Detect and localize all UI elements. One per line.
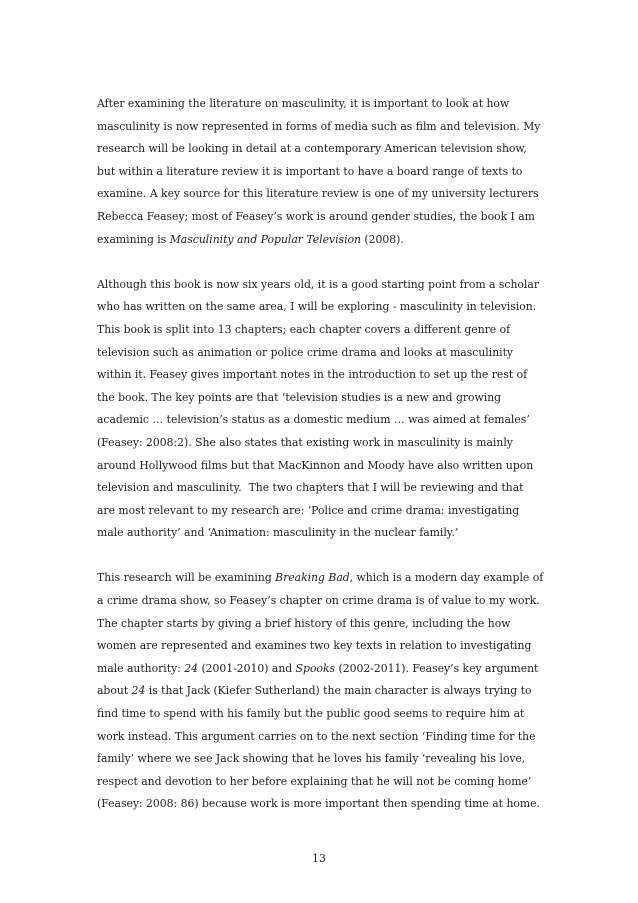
text-segment: women are represented and examines two key texts in relation to investigating bbox=[97, 639, 532, 653]
text-segment: around Hollywood films but that MacKinnon and Moody have also written upon bbox=[97, 458, 534, 472]
text-segment: within it. Feasey gives important notes in the introduction to set up the rest of bbox=[97, 368, 528, 382]
text-line bbox=[97, 432, 543, 455]
body-text bbox=[97, 93, 543, 839]
text-segment: research will be looking in detail at a contemporary American television show, bbox=[97, 142, 527, 156]
page-number: 13 bbox=[312, 852, 326, 865]
text-line bbox=[97, 613, 543, 636]
text-line bbox=[97, 93, 543, 116]
text-segment: who has written on the same area, I will be exploring - masculinity in television. bbox=[97, 300, 537, 314]
text-segment: find time to spend with his family but the public good seems to require him at bbox=[97, 707, 525, 721]
text-line bbox=[97, 138, 543, 161]
paragraph bbox=[97, 93, 543, 251]
text-line bbox=[97, 500, 543, 523]
text-line bbox=[97, 658, 543, 681]
text-line bbox=[97, 206, 543, 229]
text-line bbox=[97, 680, 543, 703]
text-line bbox=[97, 567, 543, 590]
text-line bbox=[97, 771, 543, 794]
text-segment: The chapter starts by giving a brief history of this genre, including the how bbox=[97, 616, 511, 630]
text-segment: examine. A key source for this literature review is one of my university lecturers bbox=[97, 187, 539, 201]
text-segment: After examining the literature on masculinity, it is important to look at how bbox=[97, 97, 510, 110]
text-segment: male authority: bbox=[97, 661, 185, 675]
text-segment: This research will be examining bbox=[97, 571, 276, 585]
italic-title: Spooks bbox=[295, 661, 336, 675]
text-line bbox=[97, 274, 543, 297]
text-segment: (2001-2010) and bbox=[198, 661, 296, 675]
text-segment: This book is split into 13 chapters; each chapter covers a different genre of bbox=[97, 322, 511, 336]
text-segment: (Feasey: 2008:2). She also states that existing work in masculinity is mainly bbox=[97, 435, 513, 449]
text-segment: , which is a modern day example of bbox=[349, 571, 544, 585]
text-line bbox=[97, 748, 543, 771]
text-segment: are most relevant to my research are: ‘Police and crime drama: investigating bbox=[97, 503, 520, 517]
italic-title: 24 bbox=[131, 684, 146, 698]
text-line bbox=[97, 116, 543, 139]
italic-title: Masculinity and Popular Television bbox=[169, 232, 361, 246]
text-line bbox=[97, 342, 543, 365]
text-line bbox=[97, 229, 543, 252]
text-line bbox=[97, 477, 543, 500]
text-line bbox=[97, 161, 543, 184]
text-line bbox=[97, 522, 543, 545]
italic-title: Breaking Bad bbox=[275, 571, 350, 585]
text-line bbox=[97, 409, 543, 432]
text-segment: family’ where we see Jack showing that he loves his family ‘revealing his love, bbox=[97, 752, 526, 766]
text-segment: respect and devotion to her before explaining that he will not be coming home’ bbox=[97, 774, 532, 788]
paragraph bbox=[97, 274, 543, 545]
text-segment: a crime drama show, so Feasey’s chapter on crime drama is of value to my work. bbox=[97, 594, 540, 608]
text-line bbox=[97, 387, 543, 410]
text-segment: television such as animation or police crime drama and looks at masculinity bbox=[97, 345, 514, 359]
text-line bbox=[97, 319, 543, 342]
text-line bbox=[97, 703, 543, 726]
text-segment: (2008). bbox=[360, 232, 404, 246]
text-segment: academic … television’s status as a domestic medium … was aimed at females’ bbox=[97, 413, 530, 427]
text-line bbox=[97, 455, 543, 478]
text-segment: but within a literature review it is important to have a board range of texts to bbox=[97, 164, 523, 178]
text-segment: Although this book is now six years old, it is a good starting point from a scholar bbox=[97, 277, 539, 291]
text-segment: masculinity is now represented in forms of media such as film and television. My bbox=[97, 119, 541, 133]
text-segment: about bbox=[97, 684, 132, 698]
text-line bbox=[97, 183, 543, 206]
text-segment: male authority’ and ‘Animation: masculinity in the nuclear family.’ bbox=[97, 526, 459, 540]
text-line bbox=[97, 726, 543, 749]
paragraph bbox=[97, 567, 543, 816]
text-line bbox=[97, 635, 543, 658]
text-segment: the book. The key points are that ‘television studies is a new and growing bbox=[97, 390, 502, 404]
text-segment: work instead. This argument carries on to the next section ‘Finding time for the bbox=[97, 729, 536, 743]
text-line bbox=[97, 364, 543, 387]
text-line bbox=[97, 590, 543, 613]
text-segment: television and masculinity. The two chapters that I will be reviewing and that bbox=[97, 481, 524, 495]
text-segment: examining is bbox=[97, 232, 170, 246]
text-segment: Rebecca Feasey; most of Feasey’s work is around gender studies, the book I am bbox=[97, 209, 535, 223]
text-segment: (2002-2011). Feasey’s key argument bbox=[335, 661, 539, 675]
text-segment: is that Jack (Kiefer Sutherland) the main character is always trying to bbox=[145, 684, 532, 698]
italic-title: 24 bbox=[184, 661, 199, 675]
text-line bbox=[97, 296, 543, 319]
text-segment: (Feasey: 2008: 86) because work is more important then spending time at home. bbox=[97, 797, 540, 811]
text-line bbox=[97, 793, 543, 816]
